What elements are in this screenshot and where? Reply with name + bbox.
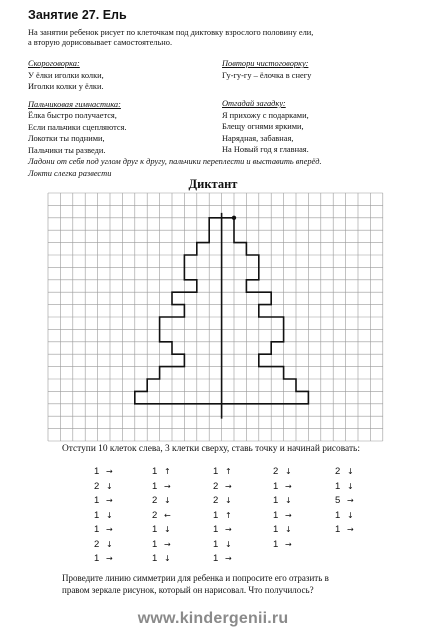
arrow-right-icon: → — [164, 539, 171, 549]
closing-line: Проведите линию симметрии для ребенка и попросите его отразить в — [62, 573, 329, 583]
step-count: 1 — [213, 466, 219, 477]
finger-gym-line: Ёлка быстро получается, — [28, 111, 117, 120]
arrow-right-icon: → — [106, 525, 113, 534]
start-dot — [232, 216, 236, 220]
step-count: 1 — [335, 480, 341, 492]
direction-step — [273, 495, 292, 506]
step-count: 1 — [273, 495, 279, 506]
step-count: 1 — [152, 538, 158, 550]
arrow-right-icon: → — [225, 525, 232, 534]
direction-step — [335, 510, 354, 521]
step-count: 1 — [94, 509, 100, 521]
arrow-down-icon: ↓ — [164, 496, 171, 505]
arrow-up-icon: ↑ — [225, 510, 232, 520]
direction-step — [273, 510, 292, 521]
step-count: 1 — [94, 466, 100, 477]
step-count: 5 — [335, 495, 341, 506]
step-count: 2 — [94, 538, 100, 550]
arrow-up-icon: ↑ — [164, 467, 171, 476]
arrow-right-icon: → — [285, 539, 292, 549]
arrow-right-icon: → — [225, 554, 232, 563]
step-count: 1 — [213, 538, 219, 550]
step-count: 1 — [273, 480, 279, 492]
finger-gym-line: Пальчики ты разведи. — [28, 145, 106, 155]
page-title: Занятие 27. Ель — [28, 8, 127, 22]
direction-step — [94, 495, 113, 506]
direction-step — [273, 524, 292, 535]
step-count: 2 — [94, 480, 100, 492]
dictation-instruction: Отступи 10 клеток слева, 3 клетки сверху, ставь точку и начинай рисовать: — [62, 444, 360, 454]
finger-gym-heading: Пальчиковая гимнастика: — [28, 99, 121, 109]
step-count: 1 — [273, 538, 279, 550]
direction-step — [213, 510, 232, 521]
direction-step — [213, 481, 232, 492]
direction-step — [94, 524, 113, 535]
direction-step — [94, 466, 113, 477]
direction-step — [213, 495, 232, 506]
riddle-line: На Новый год я главная. — [222, 145, 309, 154]
direction-step — [152, 539, 171, 550]
step-count: 2 — [213, 480, 219, 492]
riddle-line: Блещу огнями яркими, — [222, 122, 304, 131]
direction-step — [335, 524, 354, 535]
direction-step — [213, 553, 232, 564]
arrow-down-icon: ↓ — [106, 510, 113, 520]
finger-gym-line: Если пальчики сцепляются. — [28, 122, 127, 132]
arrow-right-icon: → — [347, 496, 354, 505]
arrow-up-icon: ↑ — [225, 467, 232, 476]
step-count: 1 — [335, 509, 341, 521]
riddle-line: Нарядная, забавная, — [222, 133, 294, 143]
arrow-down-icon: ↓ — [347, 481, 354, 491]
step-count: 1 — [94, 495, 100, 506]
intro-line: а вторую дорисовывает самостоятельно. — [28, 38, 173, 47]
arrow-down-icon: ↓ — [285, 496, 292, 505]
arrow-down-icon: ↓ — [225, 539, 232, 549]
step-count: 1 — [94, 524, 100, 535]
arrow-right-icon: → — [285, 510, 292, 520]
arrow-down-icon: ↓ — [347, 467, 354, 476]
finger-gym-instruction: Локти слегка развести — [28, 168, 112, 178]
direction-step — [94, 510, 113, 521]
direction-step — [273, 539, 292, 550]
riddle-heading: Отгадай загадку: — [222, 99, 286, 108]
direction-step — [152, 495, 171, 506]
step-count: 2 — [213, 495, 219, 506]
closing-text — [62, 572, 329, 596]
intro-line: На занятии ребенок рисует по клеточкам под диктовку взрослого половину ели, — [28, 28, 314, 37]
step-count: 2 — [152, 495, 158, 506]
arrow-down-icon: ↓ — [106, 481, 113, 491]
arrow-down-icon: ↓ — [285, 467, 292, 476]
step-count: 1 — [94, 553, 100, 564]
step-count: 1 — [152, 480, 158, 492]
arrow-right-icon: → — [106, 496, 113, 505]
arrow-down-icon: ↓ — [164, 525, 171, 534]
finger-gym-line: Локотки ты подними, — [28, 134, 105, 143]
direction-step — [152, 553, 171, 564]
direction-step — [335, 495, 354, 506]
step-count: 1 — [152, 524, 158, 535]
direction-step — [152, 481, 171, 492]
step-count: 1 — [213, 524, 219, 535]
tongue-twister-line: У ёлки иголки колки, — [28, 70, 104, 80]
step-count: 1 — [152, 466, 158, 477]
direction-step — [213, 539, 232, 550]
tongue-twister-heading: Скороговорка: — [28, 59, 80, 68]
step-count: 1 — [273, 509, 279, 521]
repeat-heading: Повтори чистоговорку: — [222, 59, 309, 68]
direction-step — [335, 466, 354, 477]
website-url: www.kindergenii.ru — [137, 610, 289, 627]
step-count: 1 — [213, 553, 219, 564]
direction-step — [152, 510, 171, 521]
direction-step — [152, 524, 171, 535]
direction-step — [213, 466, 232, 477]
tongue-twister-line: Иголки колки у ёлки. — [28, 82, 104, 91]
arrow-right-icon: → — [225, 481, 232, 491]
direction-step — [94, 539, 113, 550]
arrow-right-icon: → — [285, 481, 292, 491]
step-count: 1 — [213, 509, 219, 521]
step-count: 1 — [335, 524, 341, 535]
arrow-down-icon: ↓ — [347, 510, 354, 520]
direction-step — [94, 481, 113, 492]
step-count: 1 — [273, 524, 279, 535]
direction-step — [273, 466, 292, 477]
arrow-down-icon: ↓ — [225, 496, 232, 505]
arrow-right-icon: → — [106, 554, 113, 563]
step-count: 2 — [152, 509, 158, 521]
step-count: 2 — [335, 466, 341, 477]
step-count: 2 — [273, 466, 279, 477]
arrow-down-icon: ↓ — [164, 554, 171, 563]
finger-gym-instruction: Ладони от себя под углом друг к другу, пальчики переплести и выставить вперёд. — [28, 157, 322, 166]
riddle-line: Я прихожу с подарками, — [222, 110, 309, 120]
arrow-down-icon: ↓ — [285, 525, 292, 534]
arrow-right-icon: → — [347, 525, 354, 534]
direction-step — [213, 524, 232, 535]
direction-step — [273, 481, 292, 492]
direction-step — [94, 553, 113, 564]
arrow-right-icon: → — [106, 467, 113, 476]
arrow-down-icon: ↓ — [106, 539, 113, 549]
direction-step — [152, 466, 171, 477]
dictation-heading: Диктант — [188, 177, 238, 191]
arrow-right-icon: → — [164, 481, 171, 491]
closing-line: правом зеркале рисунок, который он нарисовал. Что получилось? — [62, 585, 314, 595]
step-count: 1 — [152, 553, 158, 564]
arrow-left-icon: ← — [164, 510, 171, 520]
direction-step — [335, 481, 354, 492]
repeat-line: Гу-гу-гу – ёлочка в снегу — [222, 70, 312, 80]
